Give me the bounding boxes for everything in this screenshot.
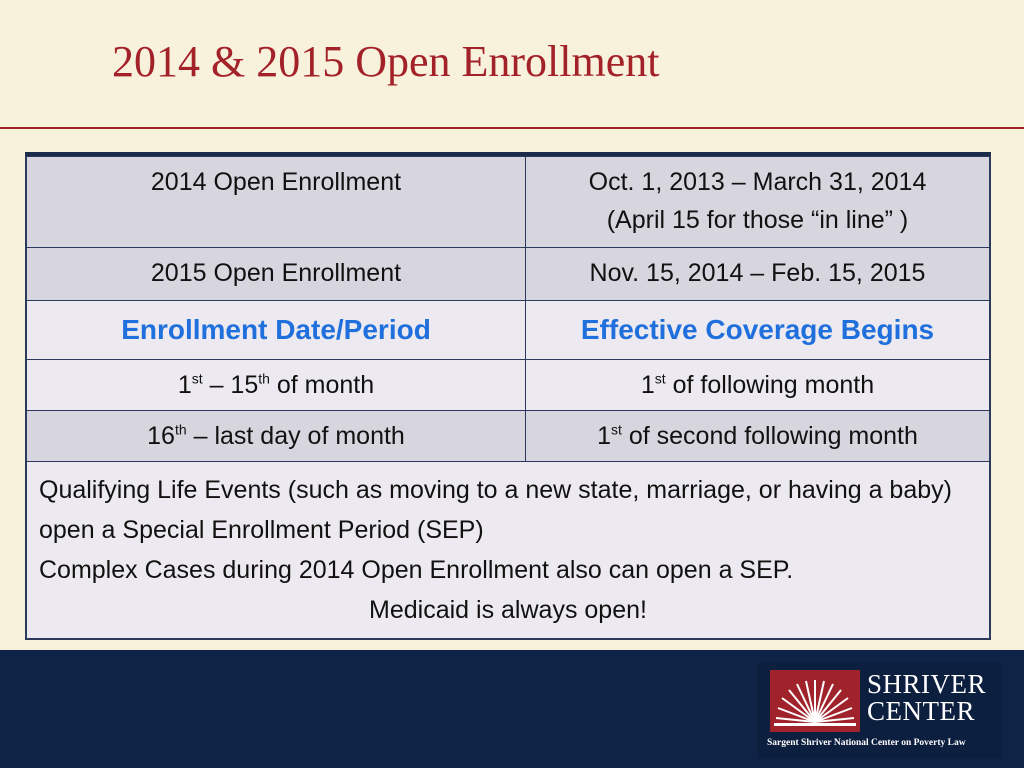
sunburst-icon (770, 670, 860, 732)
logo-name (867, 671, 986, 725)
logo-subtitle: Sargent Shriver National Center on Poverty Law (767, 738, 966, 748)
cell-text: 1 (597, 422, 611, 450)
cell-text: 1 (177, 371, 192, 399)
shriver-center-logo (757, 663, 1001, 759)
table-row (27, 248, 990, 301)
row-value-line: Oct. 1, 2013 – March 31, 2014 (588, 168, 927, 196)
table-row (27, 360, 990, 411)
logo-name-line: SHRIVER (867, 669, 987, 699)
header-coverage-begins: Effective Coverage Begins (526, 301, 990, 360)
row-value: Nov. 15, 2014 – Feb. 15, 2015 (526, 248, 990, 301)
notes-cell (27, 462, 990, 639)
slide-title: 2014 & 2015 Open Enrollment (112, 37, 660, 86)
note-qualifying-events: Qualifying Life Events (such as moving to a new state, marriage, or having a baby) open a Special Enrollment Period (SEP) (39, 476, 952, 544)
row-label: 2014 Open Enrollment (27, 157, 526, 248)
cell-sup: st (611, 421, 622, 438)
enrollment-table (25, 152, 991, 640)
coverage-begins-cell (526, 360, 990, 411)
table-row (27, 462, 990, 639)
cell-sup: th (258, 370, 270, 387)
cell-sup: th (174, 421, 187, 438)
cell-text: 1 (640, 371, 655, 399)
cell-sup: st (191, 370, 203, 387)
table-row (27, 411, 990, 462)
enrollment-period-cell (27, 411, 526, 462)
note-medicaid: Medicaid is always open! (369, 596, 647, 624)
header-enrollment-period: Enrollment Date/Period (27, 301, 526, 360)
coverage-begins-cell (526, 411, 990, 462)
cell-text: – 15 (202, 371, 259, 399)
cell-text: of following month (665, 371, 875, 399)
cell-text: – last day of month (186, 422, 405, 450)
row-label: 2015 Open Enrollment (27, 248, 526, 301)
enrollment-period-cell (27, 360, 526, 411)
cell-sup: st (654, 370, 666, 387)
row-value (526, 157, 990, 248)
row-value-line: (April 15 for those “in line” ) (606, 206, 909, 234)
title-divider (0, 127, 1024, 129)
logo-name-line: CENTER (867, 696, 975, 726)
note-complex-cases: Complex Cases during 2014 Open Enrollment also can open a SEP. (39, 556, 794, 584)
cell-text: of second following month (621, 422, 918, 450)
cell-text: of month (269, 371, 375, 399)
table-header-row (27, 301, 990, 360)
cell-text: 16 (147, 422, 175, 450)
table-row (27, 157, 990, 248)
